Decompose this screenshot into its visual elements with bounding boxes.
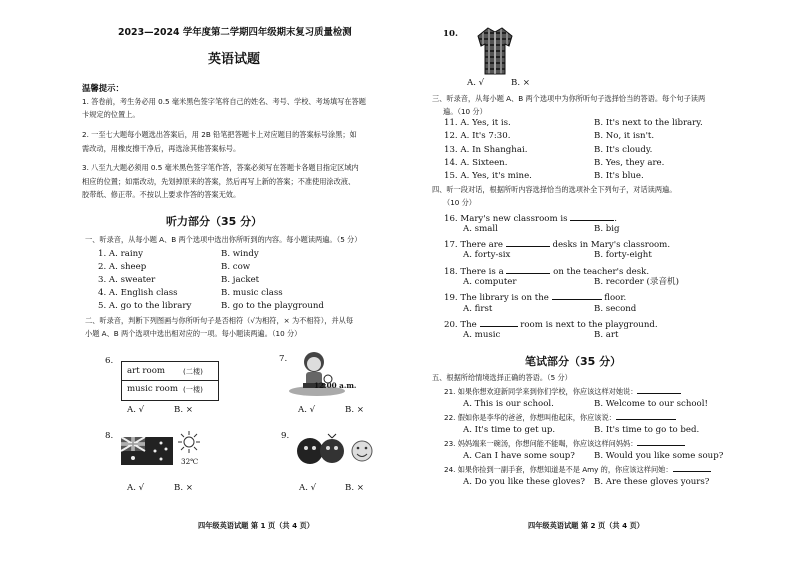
- q6-art-room-floor: (二楼): [183, 367, 203, 376]
- vegetables-icon: [296, 433, 376, 467]
- q21-option-b: B. Welcome to our school!: [594, 399, 708, 409]
- q16-stem-end: .: [614, 214, 617, 224]
- q23-blank[interactable]: [637, 439, 685, 446]
- q24-question: [444, 465, 711, 473]
- q20-stem: [444, 318, 658, 330]
- notice-line: 2. 一至七大题每小题选出答案后，用 2B 铅笔把答题卡上对应题目的答案标号涂黑；如: [82, 130, 357, 139]
- q15-option-b: B. It's blue.: [594, 171, 644, 181]
- writing-section-title: 笔试部分（35 分）: [525, 355, 622, 368]
- right-page-footer: 四年级英语试题 第 2 页（共 4 页）: [528, 521, 644, 530]
- q19-stem-end: floor.: [604, 293, 627, 303]
- q2-option-a: 2. A. sheep: [98, 262, 147, 272]
- q24-blank[interactable]: [673, 465, 711, 472]
- q8-number: 8.: [105, 431, 114, 441]
- q23-option-a: A. Can I have some soup?: [463, 451, 575, 461]
- q21-question: [444, 387, 681, 395]
- q13-option-b: B. It's cloudy.: [594, 145, 653, 155]
- q19-option-a: A. first: [463, 304, 493, 314]
- q16-blank[interactable]: [570, 212, 614, 221]
- q23-option-b: B. Would you like some soup?: [594, 451, 724, 461]
- section-3-instruction-2: 遍。（10 分）: [443, 107, 487, 116]
- notice-line: 相应的位置；如需改动，先划掉原来的答案，然后再写上新的答案；不准使用涂改液、: [82, 177, 356, 186]
- q24-option-a: A. Do you like these gloves?: [463, 477, 585, 487]
- q17-option-a: A. forty-six: [463, 250, 511, 260]
- q11-option-b: B. It's next to the library.: [594, 118, 703, 128]
- q19-stem-start: 19. The library is on the: [444, 293, 549, 303]
- exam-header: 2023—2024 学年度第二学期四年级期末复习质量检测: [118, 27, 352, 38]
- q18-stem-end: on the teacher's desk.: [553, 267, 650, 277]
- sun-icon: [178, 431, 200, 453]
- q16-stem: [444, 212, 617, 224]
- q20-option-b: B. art: [594, 330, 619, 340]
- q6-option-a: A. √: [127, 405, 145, 415]
- q14-option-a: 14. A. Sixteen.: [444, 158, 508, 168]
- q10-option-a: A. √: [467, 78, 485, 88]
- q11-option-a: 11. A. Yes, it is.: [444, 118, 511, 128]
- q1-option-a: 1. A. rainy: [98, 249, 143, 259]
- q7-number: 7.: [279, 354, 288, 364]
- q24-option-b: B. Are these gloves yours?: [594, 477, 710, 487]
- q9-option-a: A. √: [299, 483, 317, 493]
- q5-option-a: 5. A. go to the library: [98, 301, 192, 311]
- q7-time: 12:00 a.m.: [314, 381, 357, 390]
- q7-option-a: A. √: [298, 405, 316, 415]
- q8-option-b: B. ×: [174, 483, 193, 493]
- q24-question-text: 24. 如果你捡到一副手套，你想知道是不是 Amy 的，你应该这样问她：: [444, 465, 673, 474]
- q9-number: 9.: [281, 431, 290, 441]
- section-2-instruction-1: 二、听录音，判断下列图画与你所听句子是否相符（√为相符，× 为不相符），并从每: [85, 316, 354, 325]
- q7-option-b: B. ×: [345, 405, 364, 415]
- section-1-instruction: 一、听录音，从每小题 A、B 两个选项中选出你所听到的内容。每小题读两遍。（5 分）: [85, 235, 362, 244]
- section-3-instruction-1: 三、听录音，从每小题 A、B 两个选项中为你所听句子选择恰当的答语。每个句子读两: [432, 94, 706, 103]
- q16-stem-start: 16. Mary's new classroom is: [444, 214, 568, 224]
- q20-blank[interactable]: [480, 318, 518, 327]
- exam-title: 英语试题: [208, 52, 261, 67]
- q10-option-b: B. ×: [511, 78, 530, 88]
- q5-option-b: B. go to the playground: [221, 301, 324, 311]
- q20-stem-end: room is next to the playground.: [520, 320, 658, 330]
- notice-line: 需改动，用橡皮擦干净后，再选涂其他答案标号。: [82, 144, 241, 153]
- q16-option-b: B. big: [594, 224, 620, 234]
- q6-option-b: B. ×: [174, 405, 193, 415]
- notice-line: 卡规定的位置上。: [82, 110, 140, 119]
- q17-option-b: B. forty-eight: [594, 250, 652, 260]
- q18-stem-start: 18. There is a: [444, 267, 504, 277]
- q18-blank[interactable]: [506, 265, 550, 274]
- q12-option-b: B. No, it isn't.: [594, 131, 655, 141]
- q21-blank[interactable]: [637, 387, 681, 394]
- q20-stem-start: 20. The: [444, 320, 477, 330]
- q22-question-text: 22. 假如你是李华的爸爸，你想叫他起床，你应该说：: [444, 413, 616, 422]
- q6-art-room-label: art room: [127, 366, 166, 376]
- q12-option-a: 12. A. It's 7:30.: [444, 131, 511, 141]
- notice-line: 3. 八至九大题必须用 0.5 毫米黑色签字笔作答，答案必须写在答题卡各题目指定区域内: [82, 163, 359, 172]
- q18-stem: [444, 265, 649, 277]
- q3-option-a: 3. A. sweater: [98, 275, 156, 285]
- section-4-instruction-1: 四、听一段对话，根据所听内容选择恰当的选项补全下列句子，对话读两遍。: [432, 185, 677, 194]
- q4-option-a: 4. A. English class: [98, 288, 178, 298]
- australia-flag-icon: [121, 437, 173, 465]
- right-page: [397, 0, 794, 561]
- q10-number: 10.: [443, 29, 458, 39]
- q6-number: 6.: [105, 356, 114, 366]
- section-5-instruction: 五、根据所给情境选择正确的答语。（5 分）: [432, 373, 572, 382]
- q23-question: [444, 439, 685, 447]
- q19-stem: [444, 291, 626, 303]
- q6-music-room-label: music room: [127, 384, 178, 394]
- q8-option-a: A. √: [127, 483, 145, 493]
- q17-blank[interactable]: [506, 238, 550, 247]
- q19-option-b: B. second: [594, 304, 637, 314]
- q18-option-a: A. computer: [463, 277, 517, 287]
- q4-option-b: B. music class: [221, 288, 283, 298]
- q22-option-a: A. It's time to get up.: [463, 425, 556, 435]
- q22-question: [444, 413, 676, 421]
- q14-option-b: B. Yes, they are.: [594, 158, 665, 168]
- q23-question-text: 23. 妈妈端来一碗汤，你想问能不能喝，你应该这样问妈妈：: [444, 439, 638, 448]
- q20-option-a: A. music: [463, 330, 501, 340]
- listening-section-title: 听力部分（35 分）: [166, 215, 263, 228]
- q17-stem: [444, 238, 670, 250]
- notice-title: 温馨提示：: [82, 83, 124, 93]
- q2-option-b: B. cow: [221, 262, 251, 272]
- q15-option-a: 15. A. Yes, it's mine.: [444, 171, 532, 181]
- left-page-footer: 四年级英语试题 第 1 页（共 4 页）: [198, 521, 314, 530]
- q21-option-a: A. This is our school.: [463, 399, 554, 409]
- notice-line: 胶带纸、修正带。不按以上要求作答的答案无效。: [82, 190, 241, 199]
- q17-stem-start: 17. There are: [444, 240, 503, 250]
- q16-option-a: A. small: [463, 224, 498, 234]
- q19-blank[interactable]: [552, 291, 602, 300]
- q6-music-room-floor: (一楼): [183, 385, 203, 394]
- q1-option-b: B. windy: [221, 249, 259, 259]
- q22-blank[interactable]: [616, 413, 676, 420]
- section-2-instruction-2: 小题 A、B 两个选项中选出相对应的一项。每小题读两遍。（10 分）: [85, 329, 302, 338]
- q8-temperature: 32℃: [181, 457, 199, 466]
- q21-question-text: 21. 如果你想欢迎新同学来到你们学校，你应该这样对她说：: [444, 387, 638, 396]
- q17-stem-end: desks in Mary's classroom.: [552, 240, 671, 250]
- q18-option-b: B. recorder (录音机): [594, 277, 679, 287]
- q13-option-a: 13. A. In Shanghai.: [444, 145, 528, 155]
- q22-option-b: B. It's time to go to bed.: [594, 425, 700, 435]
- notice-line: 1. 答卷前，考生务必用 0.5 毫米黑色签字笔将自己的姓名、考号、学校、考场填写在答题: [82, 97, 366, 106]
- q3-option-b: B. jacket: [221, 275, 260, 285]
- plaid-shirt-icon: [476, 26, 514, 76]
- section-4-instruction-2: （10 分）: [443, 198, 476, 207]
- q9-option-b: B. ×: [345, 483, 364, 493]
